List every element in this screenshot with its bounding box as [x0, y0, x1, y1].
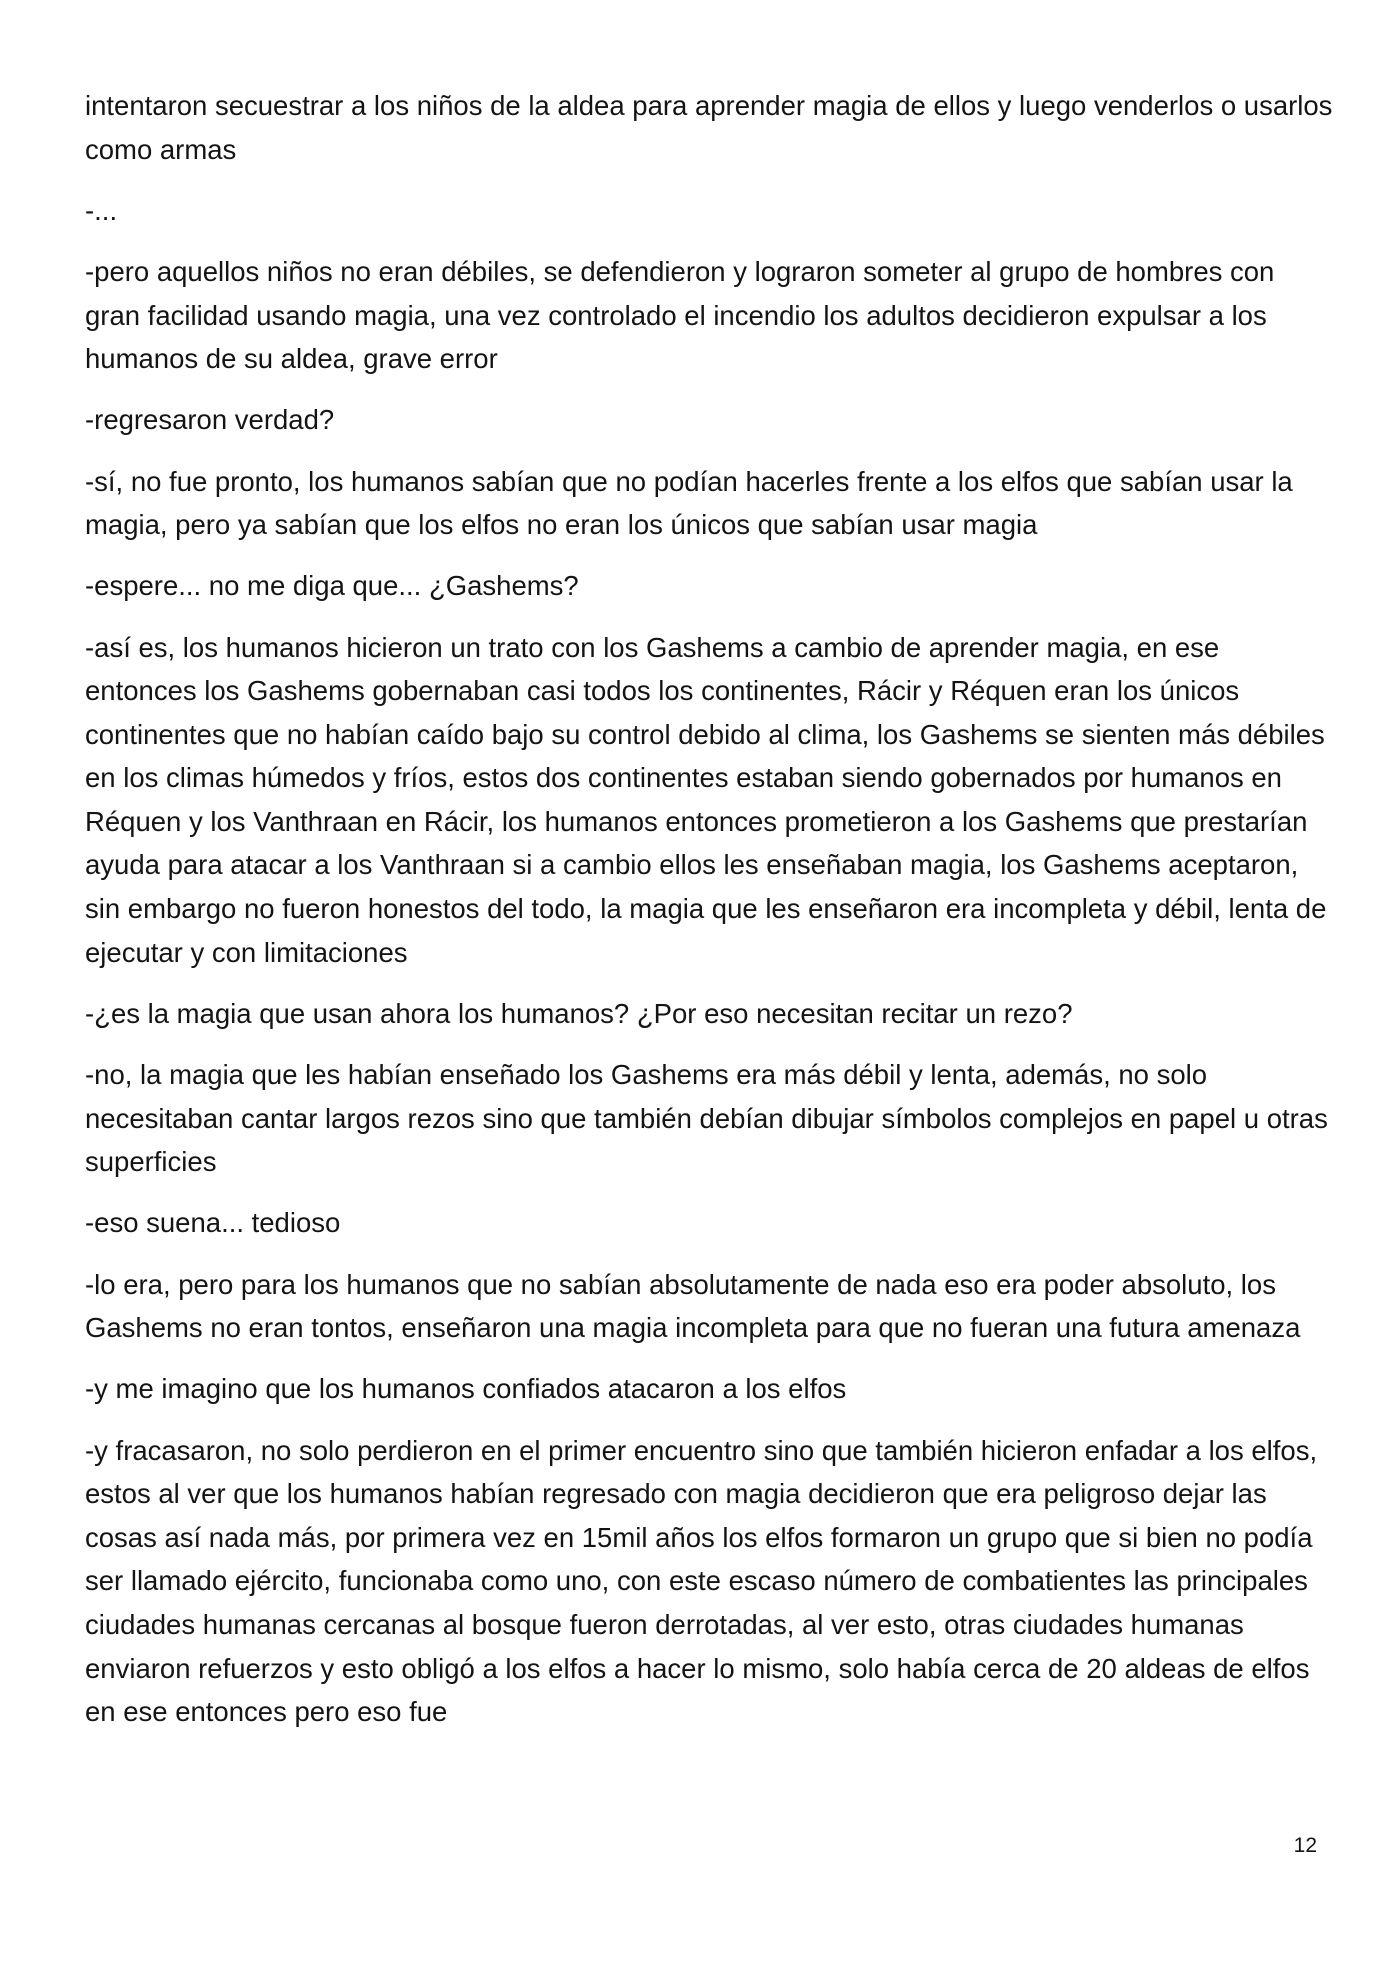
paragraph: -pero aquellos niños no eran débiles, se defendieron y lograron someter al grupo de hombres con gran facilidad usando magia, una vez controlado el incendio los adultos decidieron expulsar a los humanos de su aldea, grave error	[85, 255, 1275, 375]
paragraph: -no, la magia que les habían enseñado los Gashems era más débil y lenta, además, no solo necesitaban cantar largos rezos sino que también debían dibujar símbolos complejos en papel u otras superficies	[85, 1059, 1328, 1178]
page-number: 12	[1293, 1834, 1317, 1857]
document-body	[85, 84, 1335, 1751]
paragraph: intentaron secuestrar a los niños de la aldea para aprender magia de ellos y luego venderlos o usarlos como armas	[85, 90, 1333, 165]
paragraph: -y fracasaron, no solo perdieron en el primer encuentro sino que también hicieron enfadar a los elfos, estos al ver que los humanos habían regresado con magia decidieron que era peligroso dejar las cosas así nada más, por primera vez en 15mil años los elfos formaron un grupo que si bien no podía ser llamado ejército, funcionaba como uno, con este escaso número de combatientes las principales ciudades humanas cercanas al bosque fueron derrotadas, al ver esto, otras ciudades humanas enviaron refuerzos y esto obligó a los elfos a hacer lo mismo, solo había cerca de 20 aldeas de elfos en ese entonces pero eso fue	[85, 1434, 1318, 1728]
paragraph: -regresaron verdad?	[85, 404, 335, 436]
paragraph: -eso suena... tedioso	[85, 1207, 341, 1239]
paragraph: -y me imagino que los humanos confiados atacaron a los elfos	[85, 1373, 847, 1405]
paragraph: -¿es la magia que usan ahora los humanos? ¿Por eso necesitan recitar un rezo?	[85, 997, 1073, 1029]
paragraph: -lo era, pero para los humanos que no sabían absolutamente de nada eso era poder absoluto, los Gashems no eran tontos, enseñaron una magia incompleta para que no fueran una futura amenaza	[85, 1268, 1301, 1344]
paragraph: -espere... no me diga que... ¿Gashems?	[85, 570, 579, 602]
paragraph: -...	[85, 194, 118, 226]
paragraph: -así es, los humanos hicieron un trato con los Gashems a cambio de aprender magia, en ese entonces los Gashems gobernaban casi todos los continentes, Rácir y Réquen eran los únicos continentes que no habían caído bajo su control debido al clima, los Gashems se sienten más débiles en los climas húmedos y fríos, estos dos continentes estaban siendo gobernados por humanos en Réquen y los Vanthraan en Rácir, los humanos entonces prometieron a los Gashems que prestarían ayuda para atacar a los Vanthraan si a cambio ellos les enseñaban magia, los Gashems aceptaron, sin embargo no fueron honestos del todo, la magia que les enseñaron era incompleta y débil, lenta de ejecutar y con limitaciones	[85, 631, 1327, 968]
paragraph: -sí, no fue pronto, los humanos sabían que no podían hacerles frente a los elfos que sabían usar la magia, pero ya sabían que los elfos no eran los únicos que sabían usar magia	[85, 465, 1293, 541]
